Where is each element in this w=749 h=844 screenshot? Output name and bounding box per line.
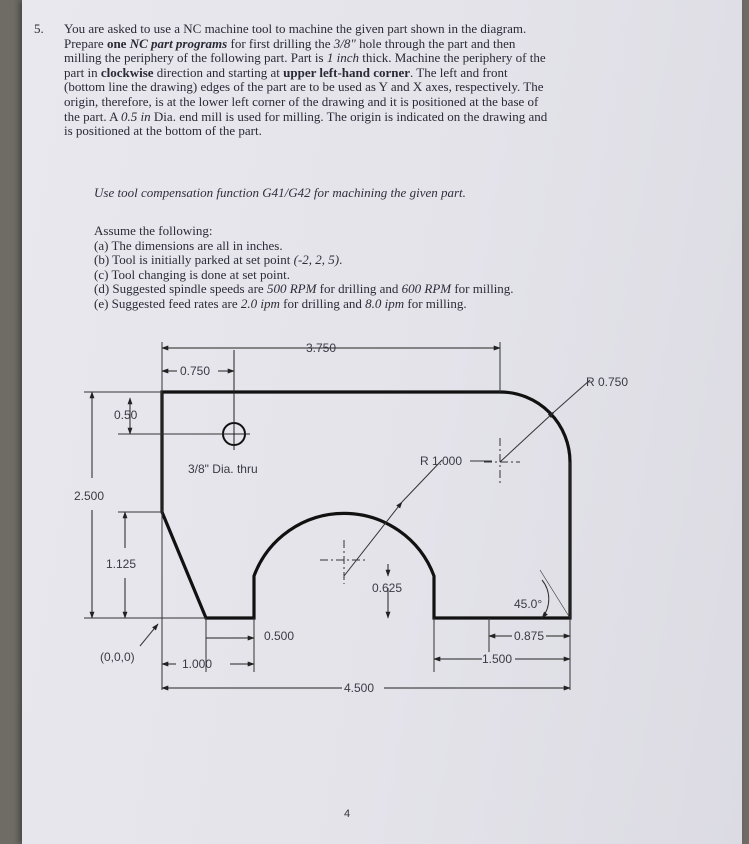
problem-line: origin, therefore, is at the lower left corner of the drawing and it is positioned at the base of	[64, 93, 539, 109]
dim-r0750: R 0.750	[586, 375, 629, 389]
problem-line-segment: 0.5 in	[121, 108, 151, 124]
problem-line-segment: hole through the part and then	[355, 35, 516, 51]
assumptions-heading: Assume the following:	[94, 223, 213, 238]
assumption-item-segment: 500 RPM	[266, 281, 317, 297]
assumption-item-segment: (-2, 2, 5)	[293, 252, 340, 268]
dim-2500: 2.500	[74, 489, 105, 503]
problem-line-segment: upper left-hand corner	[283, 64, 411, 80]
assumption-item-segment: .	[339, 252, 343, 268]
problem-line-segment: one	[106, 35, 130, 51]
dim-4500: 4.500	[344, 681, 375, 695]
problem-line: is positioned at the bottom of the part.	[64, 123, 262, 139]
dim-1000: 1.000	[182, 657, 213, 671]
assumption-item-segment: 2.0 ipm	[240, 295, 280, 311]
dim-45-degree: 45.0°	[514, 597, 543, 611]
part-drawing	[22, 0, 742, 844]
paper-page	[22, 0, 742, 844]
problem-line-segment: NC part programs	[129, 35, 228, 51]
part-outline	[162, 392, 570, 618]
problem-line-segment: . The left and front	[410, 64, 508, 80]
problem-line-segment: 3/8"	[333, 35, 356, 51]
page-number: 4	[344, 808, 351, 820]
problem-line: You are asked to use a NC machine tool to machine the given part shown in the diagram.	[64, 21, 527, 36]
dim-0625: 0.625	[372, 581, 403, 595]
assumption-item-segment: for drilling and	[316, 281, 402, 297]
problem-line-segment: the part. A	[64, 108, 122, 124]
dim-r1000: R 1.000	[420, 454, 463, 468]
hole-label: 3/8" Dia. thru	[188, 462, 258, 476]
problem-line-segment: Dia. end mill is used for milling. The origin is indicated on the drawing and	[150, 108, 548, 124]
problem-line-segment: 1 inch	[326, 50, 359, 66]
assumption-item-segment: for drilling and	[279, 295, 366, 311]
dim-0750: 0.750	[180, 364, 211, 378]
assumption-item-segment: 8.0 ipm	[365, 295, 405, 311]
origin-label: (0,0,0)	[100, 650, 135, 664]
assumption-item: (a) The dimensions are all in inches.	[94, 237, 283, 253]
dim-3750: 3.750	[306, 341, 337, 355]
problem-line-segment: milling the periphery of the following part. Part is	[64, 50, 327, 66]
assumption-item-segment: (b) Tool is initially parked at set point	[94, 252, 294, 268]
assumption-item-segment: for milling.	[451, 281, 514, 297]
problem-line: (bottom line the drawing) edges of the part are to be used as Y and X axes, respectively. The	[64, 79, 544, 95]
dim-1500: 1.500	[482, 652, 513, 666]
problem-line-segment: Prepare	[64, 35, 107, 51]
dim-0500: 0.500	[264, 629, 295, 643]
assumption-item-segment: (e) Suggested feed rates are	[94, 295, 241, 311]
assumption-item: (c) Tool changing is done at set point.	[94, 266, 290, 282]
dim-1125: 1.125	[106, 557, 137, 571]
tool-compensation-note: Use tool compensation function G41/G42 for machining the given part.	[94, 185, 466, 200]
assumption-item-segment: 600 RPM	[401, 281, 452, 297]
dim-0875: 0.875	[514, 629, 545, 643]
problem-line-segment: thick. Machine the periphery of the	[358, 50, 546, 66]
dim-050: 0.50	[114, 408, 138, 422]
problem-line-segment: part in	[64, 64, 101, 80]
problem-line-segment: direction and starting at	[153, 64, 284, 80]
problem-number: 5.	[34, 21, 44, 36]
problem-line-segment: clockwise	[100, 64, 154, 80]
assumption-item-segment: for milling.	[404, 295, 467, 311]
assumption-item-segment: (d) Suggested spindle speeds are	[94, 281, 267, 297]
problem-line-segment: for first drilling the	[227, 35, 334, 51]
